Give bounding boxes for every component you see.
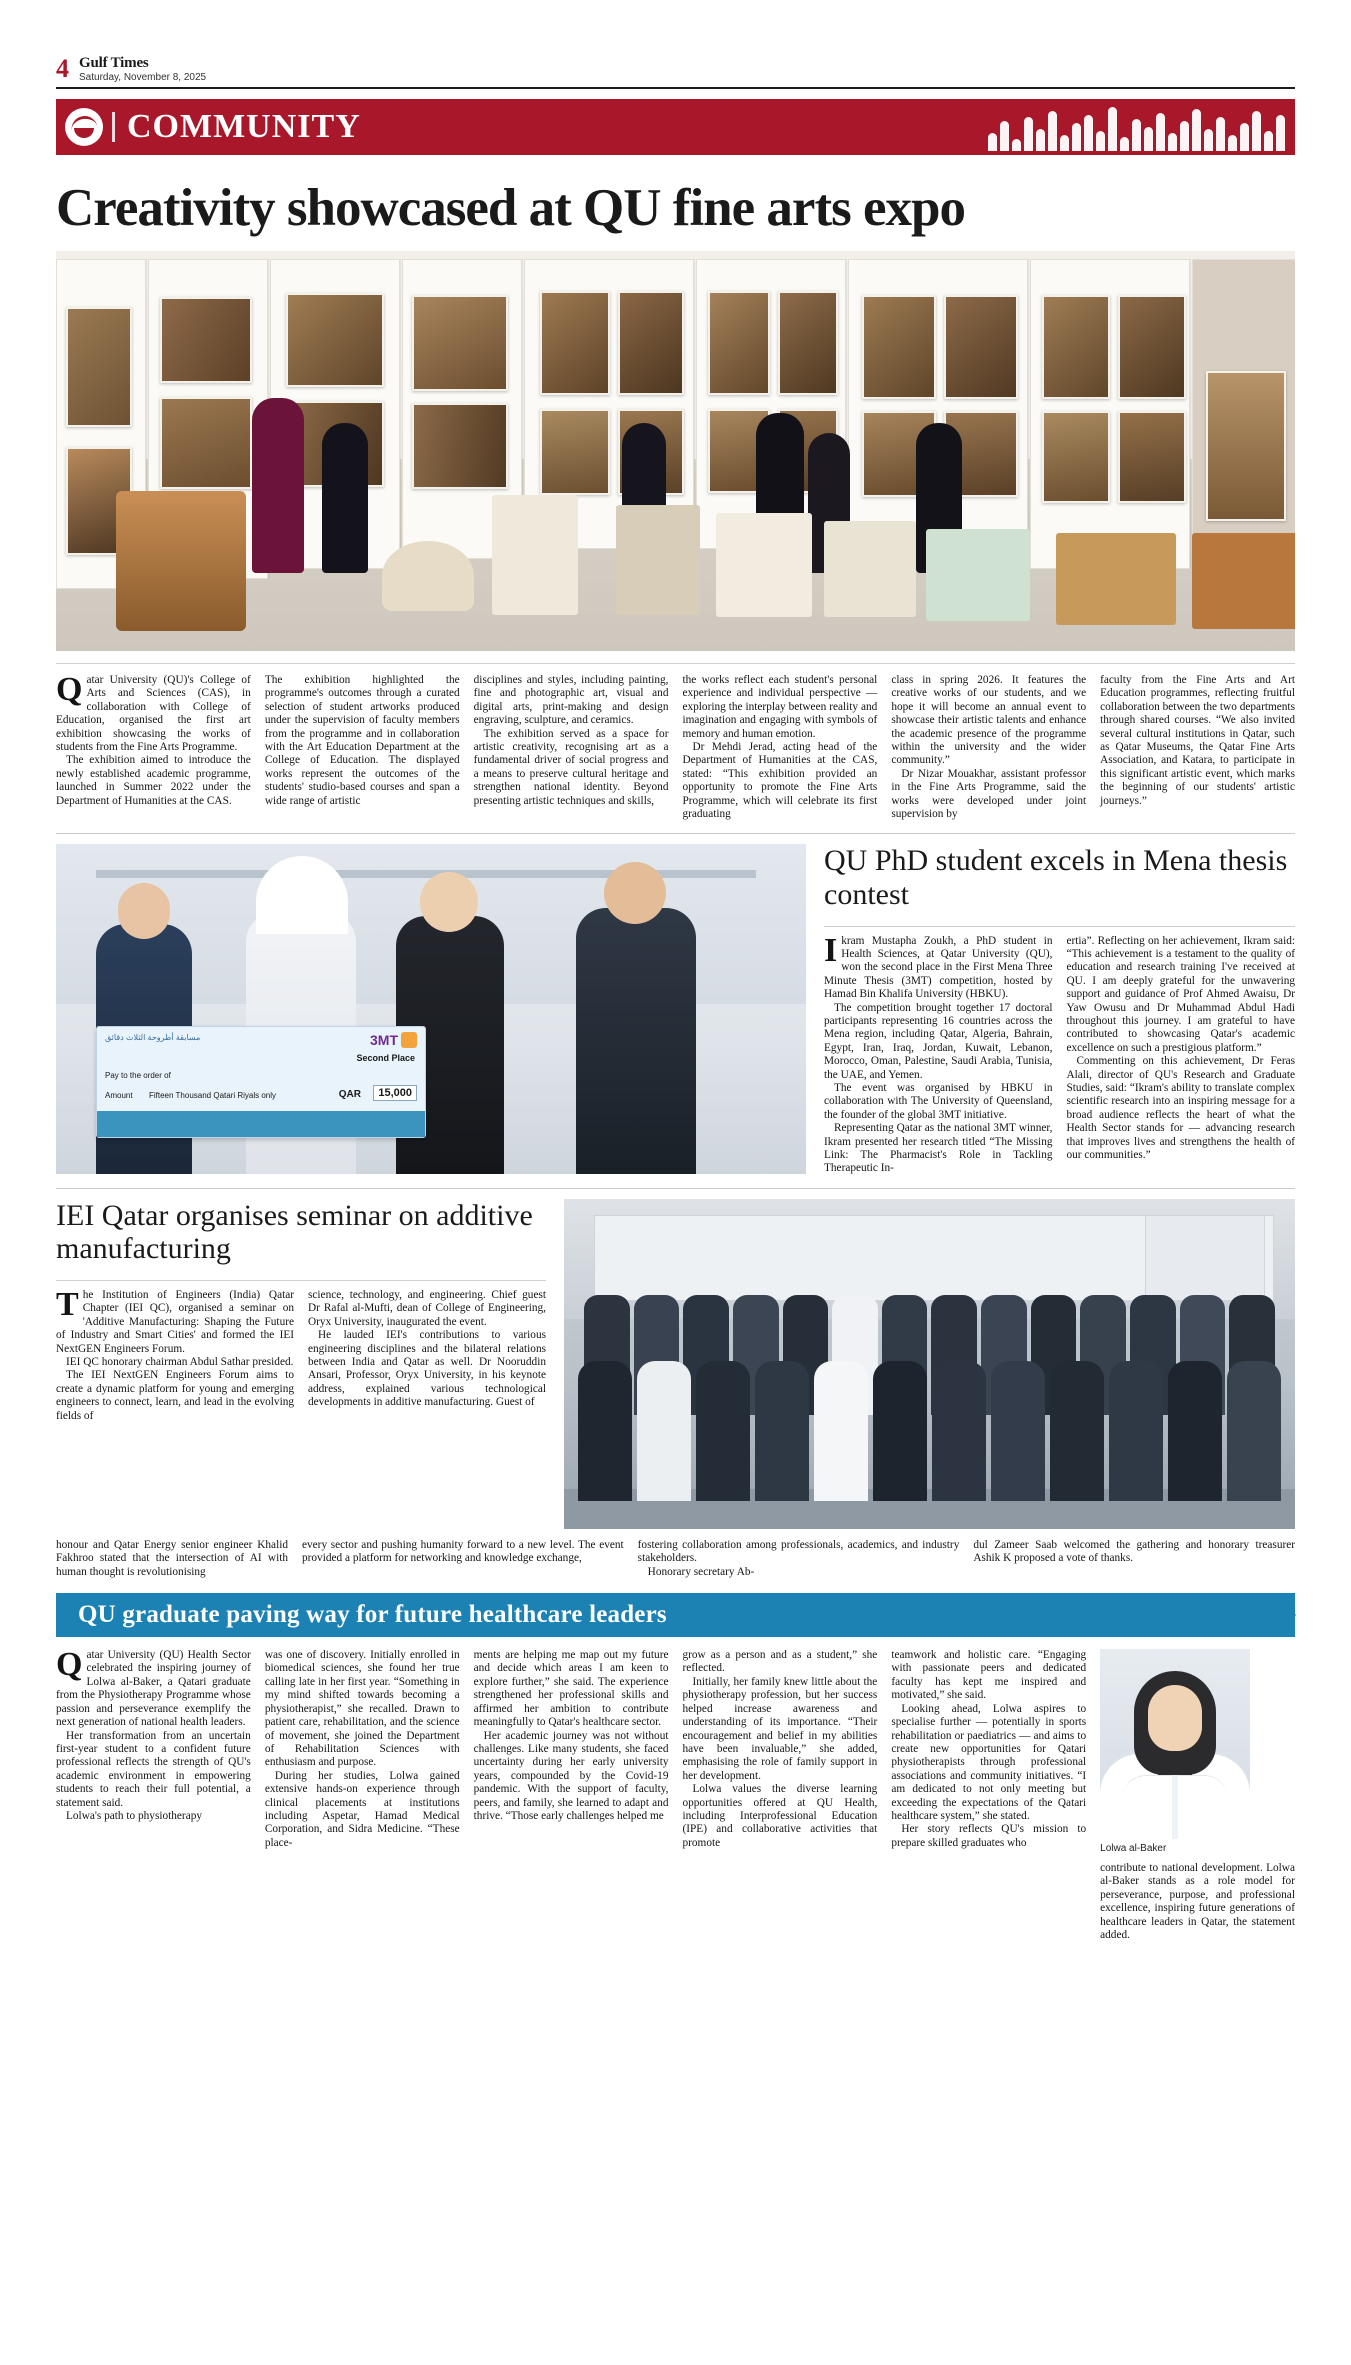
divider [112,112,115,142]
cheque-currency: QAR [338,1089,361,1101]
healthcare-column-6: Lolwa al-Baker contribute to national development. Lolwa al-Baker stands as a role model for perseverance, purpose, and professional excellence, inspiring future generations of healthcare leaders in Qatar, the statement added. [1100,1649,1295,1942]
ribbon-label: QU graduate paving way for future healthcare leaders [78,1601,667,1629]
thesis-headline: QU PhD student excels in Mena thesis contest [824,844,1288,911]
lead-column-3: disciplines and styles, including painting, fine and photographic art, visual and digital arts, print-making and design engraving, sculpture, and ceramics. The exhibition served as a space for artistic creativity, recognising art as a fundamental driver of social progress and a means to preserve cultural heritage and strengthen national identity. Beyond presenting artistic techniques and skills, [473,673,669,807]
lead-body-columns [56,670,1295,821]
publication-title: Gulf Times [79,55,149,71]
lead-column-5: class in spring 2026. It features the creative works of our students, and we hope it will become an annual event to showcase their artistic talents and enhance the academic presence of the programme within the university and the wider community.” Dr Nizar Mouakhar, assistant professor in the Fine Arts Programme, said the works were developed under joint supervision by [891,673,1087,820]
thesis-column-2: ertia”. Reflecting on her achievement, Ikram said: “This achievement is a testament to the quality of education and research training I've received at QU. I am deeply grateful for the unwavering support and guidance of Prof Ahmed Awaisu, Dr Yaw Owusu and Dr Muhammad Abdul Hadi throughout this journey. I am grateful to have contributed to showcasing Qatar's academic excellence on such a prestigious platform.” Commenting on this achievement, Dr Feras Alali, director of QU's Research and Graduate Studies, said: “Ikram's ability to translate complex scientific research into an inspiring message for a broad audience reflects the heart of what the Health Sector stands for — advancing research that improves lives and strengthens the health of our communities.” [1066,934,1295,1162]
crowd-silhouette-decoration-icon [985,99,1285,155]
cheque-amount-words: Fifteen Thousand Qatari Riyals only [149,1091,277,1101]
thesis-column-1: Ikram Mustapha Zoukh, a PhD student in Health Sciences, at Qatar University (QU), won the second place in the First Mena Three Minute Thesis (3MT) competition, hosted by Hamad Bin Khalifa University (HBKU). The competition brought together 17 doctoral participants representing 16 countries across the Mena region, including Qatar, Algeria, Bahrain, Egypt, Iran, Iraq, Jordan, Kuwait, Lebanon, Morocco, Oman, Palestine, Saudi Arabia, Tunisia, the UAE, and Yemen. The event was organised by HBKU in collaboration with The University of Queensland, the founder of the global 3MT initiative. Representing Qatar as the national 3MT winner, Ikram presented her research titled “The Missing Link: The Pharmacist's Role in Tackling Therapeutic In- [824,931,1053,1175]
lead-column-4: the works reflect each student's personal experience and individual perspective — exploring the interplay between reality and imagination and engaging with symbols of memory and human emotion. Dr Mehdi Jerad, acting head of the Department of Humanities at the CAS, stated: “This exhibition provided an opportunity to promote the Fine Arts Programme, which will celebrate its first graduating [682,673,878,820]
iei-column-1: The Institution of Engineers (India) Qatar Chapter (IEI QC), organised a seminar on 'Additive Manufacturing: Shaping the Future of Industry and Smart Cities' and formed the IEI NextGEN Engineers Forum. IEI QC honorary chairman Abdul Sathar presided. The IEI NextGEN Engineers Forum aims to create a dynamic platform for young and emerging engineers to connect, learn, and lead in the evolving fields of [56,1286,294,1422]
lead-headline: Creativity showcased at QU fine arts expo [56,179,965,238]
healthcare-column-4: grow as a person and as a student,” she reflected. Initially, her family knew little about the physiotherapy profession, but her success helped increase awareness and understanding of its importance. “Their encouragement and belief in my abilities have been invaluable,” she added, emphasising the role of family support in her development. Lolwa values the diverse learning opportunities offered at QU Health, including Interprofessional Education (IPE) and collaborative activities that promote [682,1649,878,1849]
section-label: COMMUNITY [127,108,361,146]
healthcare-ribbon-headline [56,1593,1295,1637]
iei-story [56,1188,1295,1579]
iei-column-2: science, technology, and engineering. Chief guest Dr Rafal al-Mufti, dean of College of Engineering, Oryx University, inaugurated the event. He lauded IEI's contributions to various engineering disciplines and the bilateral relations between India and Qatar as well. Dr Nooruddin Ansari, Professor, Oryx University, in his keynote address, explained various technological developments in additive manufacturing. Guest of [308,1289,546,1409]
iei-column-4: every sector and pushing humanity forward to a new level. The event provided a platform for networking and knowledge exchange, [302,1538,624,1565]
healthcare-column-1: Qatar University (QU) Health Sector celebrated the inspiring journey of Lolwa al-Baker, a Qatari graduate from the Physiotherapy Programme whose passion and perseverance exemplify the next generation of national health leaders. Her transformation from an uncertain first-year student to a confident future professional reflects the strength of QU's academic environment in empowering students to reach their full potential, a statement said. Lolwa's path to physiotherapy [56,1646,251,1822]
healthcare-column-5: teamwork and holistic care. “Engaging with passionate peers and dedicated faculty has kept me inspired and motivated,” she said. Looking ahead, Lolwa aspires to specialise further — potentially in sports rehabilitation or paediatrics — and aims to create new opportunities for Qatari physiotherapists through professional associations and community initiatives. “I am dedicated to not only meeting but exceeding the expectations of the Qatari healthcare system,” she stated. Her story reflects QU's mission to prepare skilled graduates who [891,1649,1087,1849]
page-number: 4 [56,54,69,83]
gulf-times-sail-logo-icon [56,99,112,155]
healthcare-column-2: was one of discovery. Initially enrolled in biomedical sciences, she found her true calling late in her first year. “Something in my mind shifted towards becoming a physiotherapist,” she recalled. Drawn to patient care, rehabilitation, and the science of movement, she joined the Department of Rehabilitation Sciences with enthusiasm and purpose. During her studies, Lolwa gained extensive hands-on experience through clinical placements at institutions including Aspetar, Hamad Medical Corporation, and Sidra Medicine. “These place- [264,1649,460,1849]
event-logo-mark-icon [401,1032,417,1048]
iei-headline: IEI Qatar organises seminar on additive manufacturing [56,1198,533,1266]
iei-column-3: honour and Qatar Energy senior engineer Khalid Fakhroo stated that the intersection of AI with human thought is revolutionising [56,1538,288,1578]
three-minute-thesis-photo [56,844,806,1174]
lead-column-6: faculty from the Fine Arts and Art Education programmes, reflecting fruitful collaboration between the two departments through shared courses. “We also invited several cultural institutions in Qatar, such as Qatar Museums, the Qatar Fine Arts Association, and Katara, to participate in this significant artistic event, which marks the beginning of our students' artistic journeys.” [1100,673,1295,807]
thesis-story [56,833,1295,1176]
healthcare-body-columns [56,1646,1295,1942]
cheque-amount-label: Amount [105,1091,133,1101]
fine-arts-expo-photo [56,251,1295,651]
lead-column-1: Qatar University (QU)'s College of Arts and Sciences (CAS), in collaboration with College of Education, organised the first art exhibition showcasing the works of students from the Fine Arts Programme. The exhibition aimed to introduce the newly established academic programme, launched in Summer 2022 under the Department of Humanities at the CAS. [56,670,251,807]
cheque-arabic-line: مسابقة أطروحة الثلاث دقائق [105,1033,201,1043]
masthead [56,0,1295,89]
cheque-event-logo: 3MT [370,1032,398,1049]
cheque-pay-label: Pay to the order of [105,1071,171,1081]
lead-column-2: The exhibition highlighted the programme's outcomes through a curated selection of student artworks produced under the supervision of faculty members from the programme and in collaboration with the Art Education Department at the College of Education. The displayed works represent the outcomes of the students' studio-based courses and span a wide range of artistic [264,673,460,807]
iei-column-5: fostering collaboration among professionals, academics, and industry stakeholders. Honorary secretary Ab- [637,1538,960,1578]
iei-group-photo [564,1199,1295,1529]
healthcare-column-3: ments are helping me map out my future and decide which areas I am keen to explore further,” she said. The experience strengthened her professional skills and affirmed her ambition to contribute meaningfully to Qatar's healthcare sector. Her academic journey was not without challenges. Like many students, she faced uncertainty during her early university years, compounded by the Covid-19 pandemic. With the support of faculty, peers, and family, she learned to adapt and thrive. “Those early challenges helped me [473,1649,669,1822]
cheque-place-label: Second Place [356,1053,415,1064]
award-cheque [96,1026,426,1138]
section-banner [56,99,1295,155]
cheque-amount-value: 15,000 [373,1085,417,1101]
iei-column-6: dul Zameer Saab welcomed the gathering and honorary treasurer Ashik K proposed a vote of thanks. [973,1538,1296,1565]
portrait-photo-lolwa-al-baker [1100,1649,1250,1839]
publication-date: Saturday, November 8, 2025 [79,71,207,83]
portrait-caption: Lolwa al-Baker [1100,1843,1167,1855]
